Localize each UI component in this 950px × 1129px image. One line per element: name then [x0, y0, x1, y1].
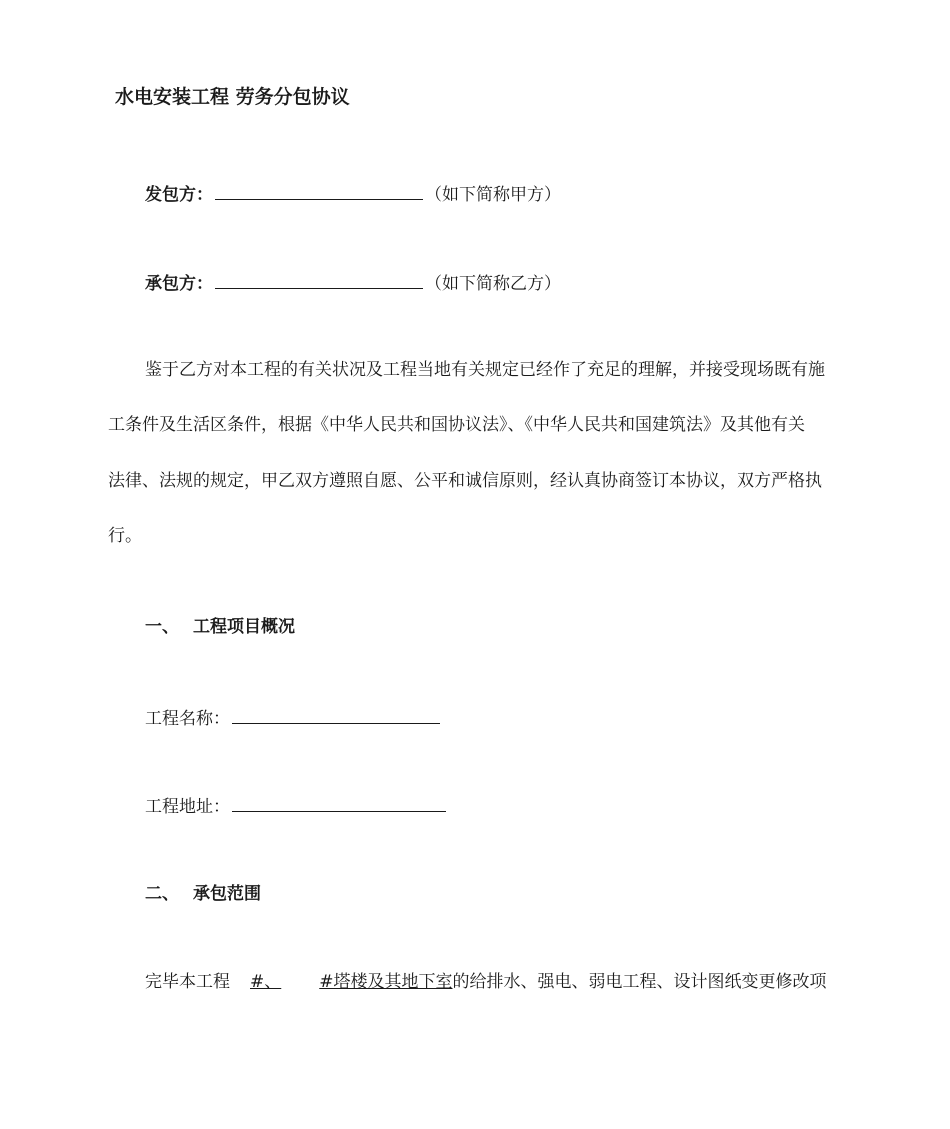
- intro-line: 鉴于乙方对本工程的有关状况及工程当地有关规定已经作了充足的理解，并接受现场既有施: [145, 360, 825, 380]
- scope-suffix: 的给排水、强电、弱电工程、设计图纸变更修改项: [452, 972, 827, 992]
- intro-line: 法律、法规的规定，甲乙双方遵照自愿、公平和诚信原则，经认真协商签订本协议，双方严格执: [108, 471, 822, 491]
- intro-line: 行。: [108, 526, 142, 546]
- project-address-line: [145, 793, 448, 818]
- project-name-label: 工程名称：: [145, 709, 230, 729]
- scope-prefix: 完毕本工程: [145, 972, 230, 992]
- section-2-number: 二、: [145, 884, 179, 904]
- scope-hash-1: #、: [250, 972, 282, 992]
- section-1-title: 工程项目概况: [193, 617, 295, 637]
- project-name-blank[interactable]: [232, 705, 440, 724]
- party-a-label: 发包方：: [145, 185, 213, 205]
- document-title: 水电安装工程 劳务分包协议: [115, 86, 350, 108]
- project-address-label: 工程地址：: [145, 797, 230, 817]
- party-a-blank[interactable]: [215, 181, 423, 200]
- intro-line: 工条件及生活区条件，根据《中华人民共和国协议法》、《中华人民共和国建筑法》及其他有关: [108, 415, 805, 435]
- party-b-line: [145, 270, 561, 295]
- party-b-label: 承包方：: [145, 274, 213, 294]
- scope-hash-2: #塔楼及其地下室: [319, 972, 453, 992]
- section-2-title: 承包范围: [193, 884, 261, 904]
- project-address-blank[interactable]: [232, 793, 446, 812]
- section-1-number: 一、: [145, 617, 179, 637]
- intro-paragraph: [108, 359, 874, 559]
- party-a-suffix: （如下简称甲方）: [425, 185, 561, 205]
- scope-line: [145, 971, 827, 993]
- party-b-blank[interactable]: [215, 270, 423, 289]
- project-name-line: [145, 705, 442, 730]
- section-1-heading: [145, 616, 295, 638]
- section-2-heading: [145, 883, 261, 905]
- scope-underlined-part: [230, 972, 453, 992]
- party-a-line: [145, 181, 561, 206]
- party-b-suffix: （如下简称乙方）: [425, 274, 561, 294]
